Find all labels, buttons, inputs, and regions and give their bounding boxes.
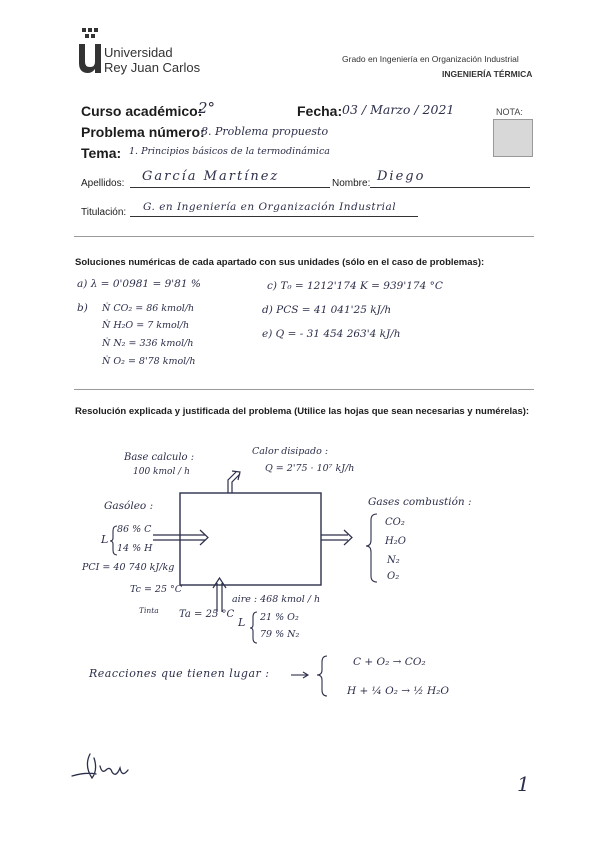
apellidos-value: García Martínez	[142, 169, 280, 184]
reactions-brace	[291, 656, 327, 696]
gases-brace	[366, 514, 377, 582]
solutions-heading: Soluciones numéricas de cada apartado con sus unidades (sólo en el caso de problemas):	[75, 257, 485, 268]
solution-b3: Ṅ N₂ = 336 kmol/h	[102, 338, 194, 349]
fuel-temperature: Tc = 25 °C	[130, 584, 183, 595]
fuel-carbon: 86 % C	[117, 524, 152, 535]
calor-line2: Q = 2'75 · 10⁷ kJ/h	[265, 463, 355, 474]
air-flow: aire : 468 kmol / h	[232, 594, 321, 605]
fuel-L-mark: L	[101, 533, 109, 546]
curso-value: 2°	[198, 99, 216, 117]
fecha-value: 03 / Marzo / 2021	[342, 102, 455, 117]
base-calculo-line1: Base calculo :	[124, 452, 195, 463]
reactions-label: Reacciones que tienen lugar :	[89, 667, 270, 680]
base-calculo-line2: 100 kmol / h	[133, 467, 190, 477]
signature	[66, 748, 136, 784]
fuel-brace	[110, 526, 117, 555]
nombre-label: Nombre:	[332, 178, 371, 189]
solution-d: d) PCS = 41 041'25 kJ/h	[262, 304, 392, 316]
resolution-heading: Resolución explicada y justificada del problema (Utilice las hojas que sean necesarias y numérelas):	[75, 406, 530, 417]
reaction-hydrogen: H + ¼ O₂ → ½ H₂O	[347, 685, 449, 697]
exhaust-out-arrow	[321, 530, 352, 545]
titulacion-value: G. en Ingeniería en Organización Industrial	[143, 201, 397, 213]
air-oxygen: 21 % O₂	[260, 612, 299, 623]
tema-value: 1. Principios básicos de la termodinámica	[129, 146, 330, 157]
tema-label: Tema:	[81, 145, 122, 161]
signature-scribble-icon	[66, 748, 136, 784]
solution-b4: Ṅ O₂ = 8'78 kmol/h	[102, 356, 196, 367]
university-name-line1: Universidad	[104, 45, 173, 60]
air-tinta: Tinta	[139, 606, 159, 615]
problema-value: 8. Problema propuesto	[201, 125, 329, 138]
gas-co2: CO₂	[385, 517, 405, 528]
heat-out-arrow	[228, 471, 240, 493]
gas-n2: N₂	[387, 555, 400, 566]
air-brace	[250, 612, 257, 643]
fecha-label: Fecha:	[297, 103, 343, 119]
gas-h2o: H₂O	[385, 536, 406, 547]
solution-b2: Ṅ H₂O = 7 kmol/h	[102, 320, 190, 331]
air-L-mark: L	[238, 616, 246, 629]
degree-title: Grado en Ingeniería en Organización Industrial	[342, 54, 519, 64]
air-nitrogen: 79 % N₂	[260, 629, 300, 640]
air-in-arrow	[213, 578, 226, 612]
gasoleo-label: Gasóleo :	[104, 500, 154, 512]
university-name-line2: Rey Juan Carlos	[104, 60, 201, 75]
solution-a: a) λ = 0'0981 = 9'81 %	[77, 278, 201, 290]
gas-o2: O₂	[387, 571, 400, 582]
subject-title: INGENIERÍA TÉRMICA	[442, 69, 533, 79]
titulacion-label: Titulación:	[81, 207, 127, 218]
solution-c: c) T₀ = 1212'174 K = 939'174 °C	[267, 280, 443, 292]
air-temperature: Ta = 25 °C	[179, 609, 235, 620]
gases-title: Gases combustión :	[368, 496, 472, 508]
curso-label: Curso académico:	[81, 103, 203, 119]
nombre-value: Diego	[377, 169, 426, 184]
fuel-pci: PCI = 40 740 kJ/kg	[82, 562, 175, 573]
solution-b-label: b)	[77, 302, 88, 314]
reaction-carbon: C + O₂ → CO₂	[353, 656, 426, 668]
calor-line1: Calor disipado :	[252, 446, 329, 457]
process-box	[180, 493, 321, 585]
nota-label: NOTA:	[496, 107, 523, 117]
solution-e: e) Q = - 31 454 263'4 kJ/h	[262, 328, 401, 340]
solution-b1: Ṅ CO₂ = 86 kmol/h	[102, 303, 195, 314]
apellidos-label: Apellidos:	[81, 178, 125, 189]
page-number: 1	[517, 772, 530, 796]
fuel-hydrogen: 14 % H	[117, 543, 153, 554]
problema-label: Problema número:	[81, 124, 205, 140]
